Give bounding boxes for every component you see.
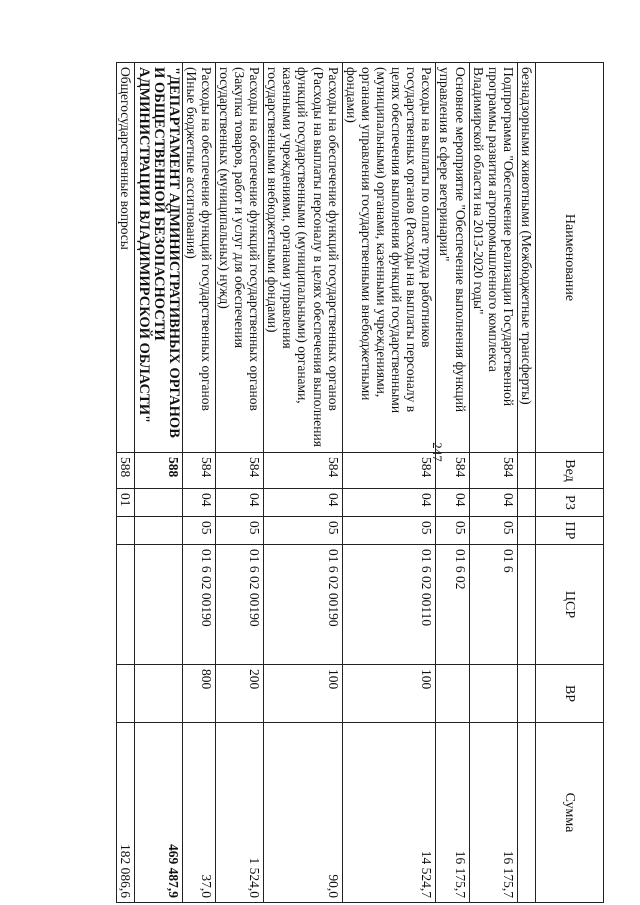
cell-rz: 04 [469,489,517,517]
cell-ved: 584 [469,453,517,489]
cell-vr [117,665,135,723]
cell-ved: 588 [135,453,182,489]
cell-sum: 16 175,7 [436,723,469,903]
cell-vr [135,665,182,723]
cell-pr [135,517,182,545]
table-row [517,63,535,903]
cell-sum: 14 524,7 [342,723,436,903]
cell-rz: 04 [215,489,263,517]
table-row [342,63,436,903]
cell-rz [517,489,535,517]
cell-rz: 04 [436,489,469,517]
cell-vr [436,665,469,723]
table-header-row [536,63,604,903]
budget-table-frame [112,62,604,902]
header-vr: ВР [536,665,604,723]
table-row [469,63,517,903]
cell-vr: 200 [215,665,263,723]
cell-sum: 469 487,9 [135,723,182,903]
table-row [264,63,343,903]
cell-vr: 100 [342,665,436,723]
cell-pr: 05 [342,517,436,545]
cell-ved: 584 [342,453,436,489]
header-csr: ЦСР [536,545,604,665]
budget-table [116,62,604,903]
cell-rz: 01 [117,489,135,517]
cell-csr: 01 6 [469,545,517,665]
cell-csr: 01 6 02 [436,545,469,665]
cell-name: Общегосударственные вопросы [117,63,135,453]
cell-csr: 01 6 02 00110 [342,545,436,665]
header-name: Наименование [536,63,604,453]
cell-pr [517,517,535,545]
cell-sum: 1 524,0 [215,723,263,903]
page-number: 247 [430,442,445,462]
cell-sum: 37,0 [182,723,215,903]
cell-csr [517,545,535,665]
header-rz: РЗ [536,489,604,517]
cell-ved: 584 [182,453,215,489]
cell-csr [135,545,182,665]
cell-pr: 05 [215,517,263,545]
cell-name: Расходы на выплаты по оплате труда работников государственных органов (Расходы на выплаты персоналу в целях обеспечения выполнения функций государственными (муниципальными) органами, казенными учреждениями, органами управления государственными внебюджетными фондами) [342,63,436,453]
header-ved: Вед [536,453,604,489]
cell-rz: 04 [264,489,343,517]
table-row-department [135,63,182,903]
cell-vr [469,665,517,723]
cell-pr [117,517,135,545]
header-pr: ПР [536,517,604,545]
cell-vr: 100 [264,665,343,723]
table-row [182,63,215,903]
cell-pr: 05 [182,517,215,545]
cell-rz: 04 [182,489,215,517]
table-row [117,63,135,903]
cell-sum: 182 086,6 [117,723,135,903]
cell-csr [117,545,135,665]
cell-name: Расходы на обеспечение функций государственных органов (Расходы на выплаты персоналу в целях обеспечения выполнения функций государственными (муниципальными) органами, казенными учреждениями, органами управления государственными внебюджетными фондами) [264,63,343,453]
cell-ved: 584 [215,453,263,489]
cell-csr: 01 6 02 00190 [182,545,215,665]
cell-ved: 584 [436,453,469,489]
cell-name: Расходы на обеспечение функций государственных органов (Иные бюджетные ассигнования) [182,63,215,453]
cell-name: Основное мероприятие "Обеспечение выполнения функций управления в сфере ветеринарии" [436,63,469,453]
cell-ved: 588 [117,453,135,489]
cell-rz [135,489,182,517]
header-sum: Сумма [536,723,604,903]
cell-vr [517,665,535,723]
cell-name: Подпрограмма "Обеспечение реализации Государственной программы развития агропромышленного комплекса Владимирской области на 2013-2020 годы" [469,63,517,453]
cell-pr: 05 [264,517,343,545]
cell-ved [517,453,535,489]
cell-name: безнадзорными животными (Межбюджетные трансферты) [517,63,535,453]
cell-csr: 01 6 02 00190 [215,545,263,665]
table-row [436,63,469,903]
cell-vr: 800 [182,665,215,723]
cell-pr: 05 [436,517,469,545]
table-row [215,63,263,903]
budget-table-rotated [112,62,604,902]
cell-rz: 04 [342,489,436,517]
cell-sum: 90,0 [264,723,343,903]
cell-sum: 16 175,7 [469,723,517,903]
cell-name: "ДЕПАРТАМЕНТ АДМИНИСТРАТИВНЫХ ОРГАНОВ И ОБЩЕСТВЕННОЙ БЕЗОПАСНОСТИ АДМИНИСТРАЦИИ ВЛАДИМИРСКОЙ ОБЛАСТИ" [135,63,182,453]
cell-name: Расходы на обеспечение функций государственных органов (Закупка товаров, работ и услуг для обеспечения государственных (муниципальных) нужд) [215,63,263,453]
cell-ved: 584 [264,453,343,489]
cell-sum [517,723,535,903]
cell-csr: 01 6 02 00190 [264,545,343,665]
cell-pr: 05 [469,517,517,545]
